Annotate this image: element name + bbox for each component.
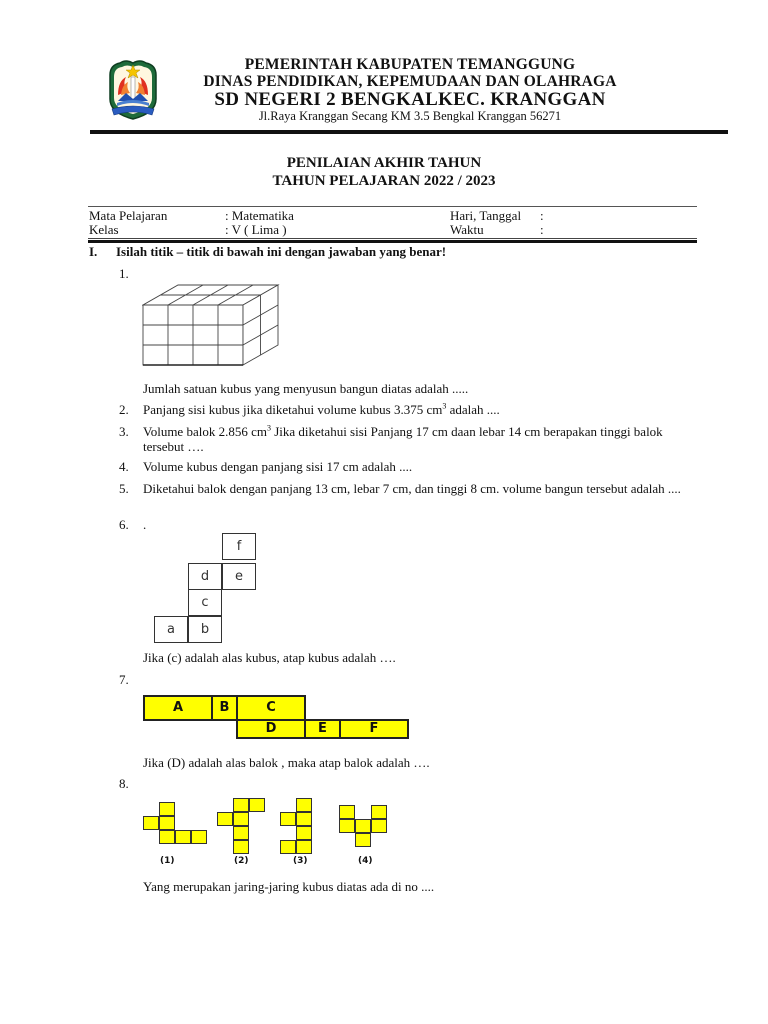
option-4-label: (4) (358, 856, 373, 866)
question-2-text-main: Panjang sisi kubus jika diketahui volume kubus 3.375 cm (143, 402, 443, 417)
question-2-text-end: adalah .... (446, 402, 500, 417)
section-number: I. (89, 244, 98, 259)
option-2-label: (2) (234, 856, 249, 866)
question-2-text (143, 402, 703, 417)
form-top-rule (88, 206, 697, 207)
question-3-text-main: Volume balok 2.856 cm (143, 424, 267, 439)
net-face-c: c (188, 589, 222, 616)
question-7-text: Jika (D) adalah alas balok , maka atap balok adalah …. (143, 755, 430, 770)
question-8-number: 8. (119, 776, 129, 791)
section-instruction: Isilah titik – titik di bawah ini dengan jawaban yang benar! (116, 244, 447, 259)
class-label: Kelas (89, 222, 119, 237)
net-face-F: F (339, 719, 409, 739)
date-value: : (540, 208, 544, 223)
time-label: Waktu (450, 222, 484, 237)
superscript: 3 (266, 423, 271, 433)
net-face-E: E (304, 719, 341, 739)
net-face-A: A (143, 695, 213, 721)
section-heading (89, 244, 446, 260)
net-face-B: B (211, 695, 238, 721)
question-2-number: 2. (119, 402, 129, 417)
question-3-text (143, 424, 703, 454)
subject-label: Mata Pelajaran (89, 208, 168, 223)
net-face-b: b (188, 616, 222, 643)
subject-value: : Matematika (225, 208, 294, 223)
question-1-text: Jumlah satuan kubus yang menyusun bangun diatas adalah ..... (143, 381, 469, 396)
net-face-f: f (222, 533, 256, 560)
time-value: : (540, 222, 544, 237)
question-1-number: 1. (119, 266, 129, 281)
letterhead-department: DINAS PENDIDIKAN, KEPEMUDAAN DAN OLAHRAGA (203, 73, 617, 90)
question-3-number: 3. (119, 424, 129, 439)
net-face-D: D (236, 719, 306, 739)
question-5-number: 5. (119, 481, 129, 496)
question-8-text: Yang merupakan jaring-jaring kubus diatas ada di no .... (143, 879, 435, 894)
question-4-number: 4. (119, 459, 129, 474)
form-bottom-rule-thin (88, 238, 697, 239)
option-1-label: (1) (160, 856, 175, 866)
date-label: Hari, Tanggal (450, 208, 522, 223)
question-6-text: Jika (c) adalah alas kubus, atap kubus adalah …. (143, 650, 396, 665)
net-face-e: e (222, 563, 256, 590)
letterhead-divider (90, 130, 728, 134)
net-face-a: a (154, 616, 188, 643)
question-7-number: 7. (119, 672, 129, 687)
option-3-label: (3) (293, 856, 308, 866)
academic-year: TAHUN PELAJARAN 2022 / 2023 (272, 173, 496, 189)
unit-cube-block-figure (142, 283, 282, 373)
superscript: 3 (442, 401, 447, 411)
exam-title: PENILAIAN AKHIR TAHUN (286, 155, 482, 171)
form-bottom-rule-thick (88, 240, 697, 243)
letterhead-school-name: SD NEGERI 2 BENGKALKEC. KRANGGAN (214, 89, 606, 110)
class-value: : V ( Lima ) (225, 222, 287, 237)
net-face-d: d (188, 563, 222, 590)
net-face-C: C (236, 695, 306, 721)
question-4-text: Volume kubus dengan panjang sisi 17 cm adalah .... (143, 459, 413, 474)
question-6-marker: . (143, 517, 147, 532)
letterhead-address: Jl.Raya Kranggan Secang KM 3.5 Bengkal Kranggan 56271 (258, 109, 562, 123)
question-5-text: Diketahui balok dengan panjang 13 cm, lebar 7 cm, dan tinggi 8 cm. volume bangun tersebut adalah .... (143, 481, 681, 496)
letterhead-government: PEMERINTAH KABUPATEN TEMANGGUNG (244, 56, 576, 73)
question-6-number: 6. (119, 517, 129, 532)
question-3-text-end: Jika diketahui sisi Panjang 17 cm daan lebar 14 cm berapakan tinggi balok tersebut …. (143, 424, 663, 454)
